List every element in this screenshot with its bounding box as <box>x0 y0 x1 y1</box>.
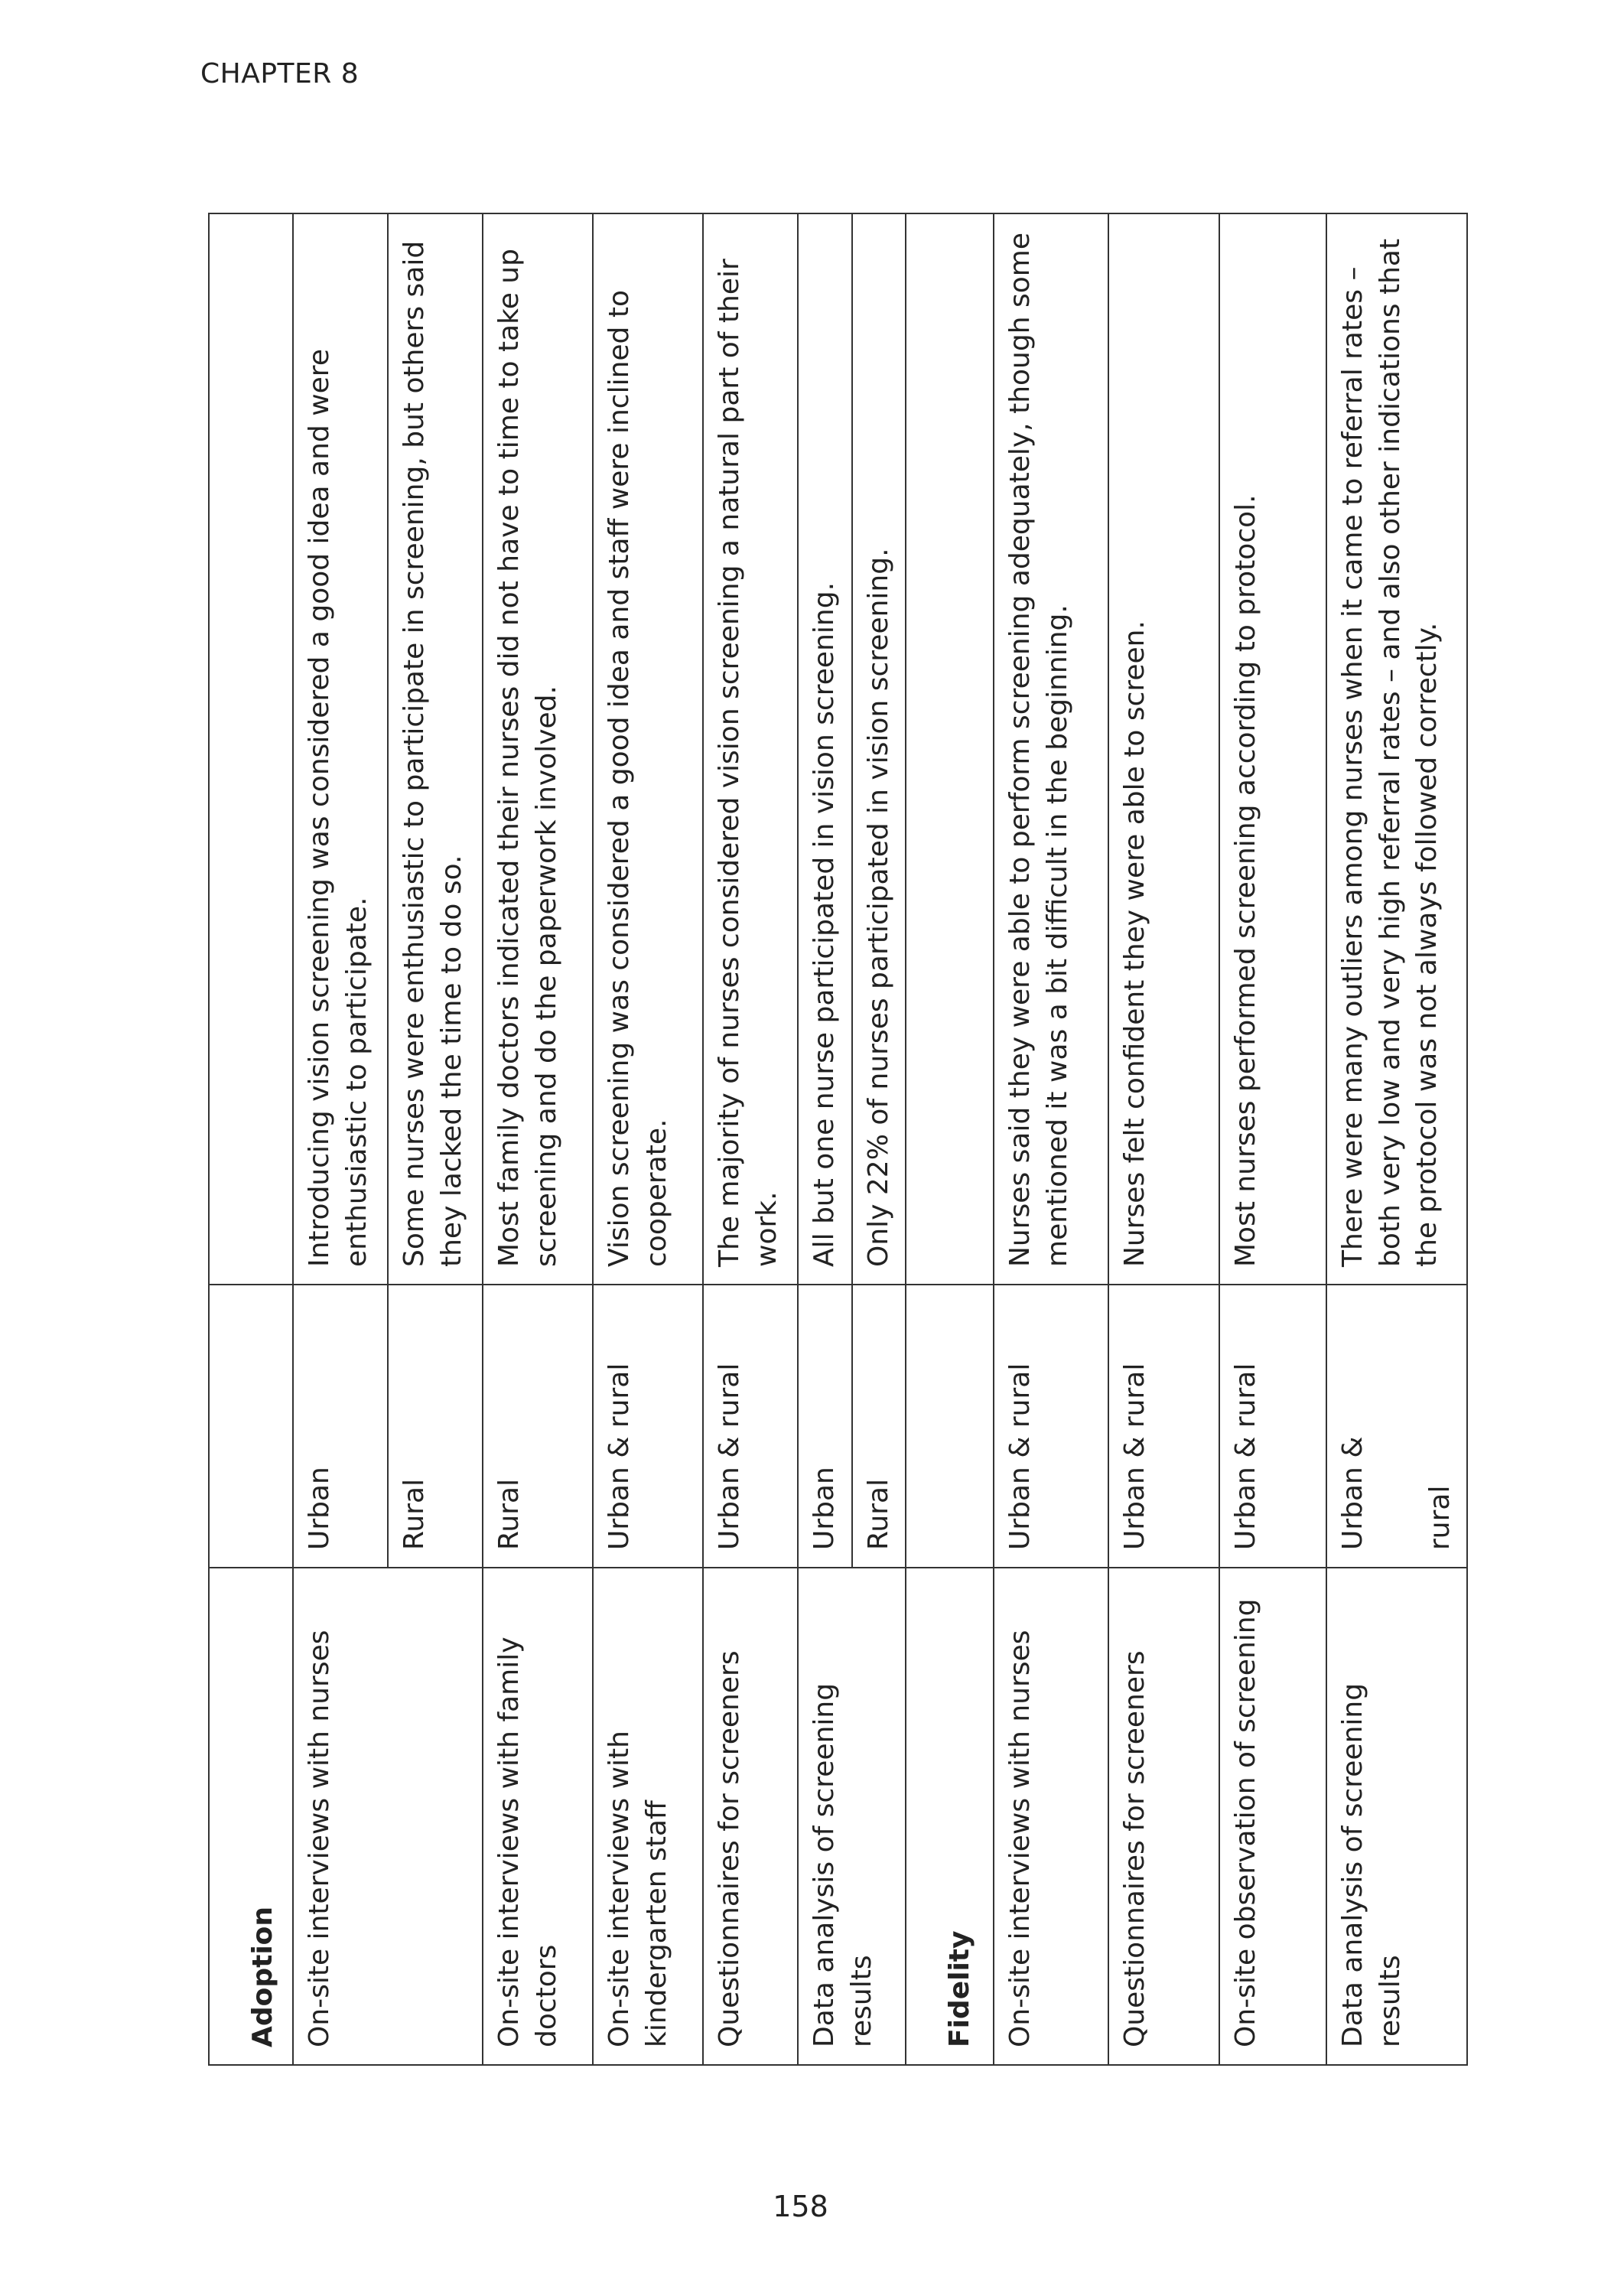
table-row <box>293 213 388 2065</box>
method-cell: On-site interviews with kindergarten staff <box>593 1568 703 2065</box>
table-row <box>994 213 1108 2065</box>
finding-cell: Nurses felt confident they were able to screen. <box>1108 213 1219 1285</box>
section-title-adoption: Adoption <box>209 1568 293 2065</box>
finding-cell: Introducing vision screening was considered a good idea and were enthusiastic to participate. <box>293 213 388 1285</box>
area-cell: Rural <box>483 1285 593 1568</box>
method-cell: On-site interviews with family doctors <box>483 1568 593 2065</box>
area-cell-line-2: rural <box>1424 1485 1456 1550</box>
method-cell: Questionnaires for screeners <box>1108 1568 1219 2065</box>
area-cell: Urban & rural <box>593 1285 703 1568</box>
section-title-fidelity: Fidelity <box>906 1568 994 2065</box>
method-cell: Data analysis of screening results <box>1326 1568 1467 2065</box>
method-cell: Data analysis of screening results <box>798 1568 906 2065</box>
table-row <box>1219 213 1326 2065</box>
finding-cell: Only 22% of nurses participated in vision screening. <box>852 213 906 1285</box>
section-header-row <box>209 213 293 2065</box>
area-cell: Urban & rural <box>703 1285 798 1568</box>
evaluation-table <box>208 213 1468 2066</box>
table-row <box>1108 213 1219 2065</box>
area-cell: Urban <box>798 1285 852 1568</box>
finding-cell: All but one nurse participated in vision screening. <box>798 213 852 1285</box>
finding-cell: Some nurses were enthusiastic to participate in screening, but others said they lacked the time to do so. <box>388 213 483 1285</box>
finding-cell: Nurses said they were able to perform screening adequately, though some mentioned it was a bit difficult in the beginning. <box>994 213 1108 1285</box>
area-cell: Urban & rural <box>994 1285 1108 1568</box>
table-row <box>483 213 593 2065</box>
area-cell: Urban <box>293 1285 388 1568</box>
table-row <box>593 213 703 2065</box>
finding-cell: There were many outliers among nurses when it came to referral rates – both very low and very high referral rates – and also other indications that the protocol was not always followed correctly. <box>1326 213 1467 1285</box>
table-row <box>798 213 852 2065</box>
page-number: 158 <box>773 2190 828 2223</box>
area-cell: Rural <box>388 1285 483 1568</box>
area-cell <box>1326 1285 1467 1568</box>
finding-cell: Most nurses performed screening according to protocol. <box>1219 213 1326 1285</box>
table-row <box>703 213 798 2065</box>
method-cell: On-site interviews with nurses <box>293 1568 483 2065</box>
area-cell-line-1: Urban & <box>1337 1436 1369 1550</box>
finding-cell: The majority of nurses considered vision screening a natural part of their work. <box>703 213 798 1285</box>
method-cell: Questionnaires for screeners <box>703 1568 798 2065</box>
area-cell: Urban & rural <box>1108 1285 1219 1568</box>
method-cell: On-site observation of screening <box>1219 1568 1326 2065</box>
area-cell: Rural <box>852 1285 906 1568</box>
finding-cell: Most family doctors indicated their nurses did not have to time to take up screening and do the paperwork involved. <box>483 213 593 1285</box>
section-header-row <box>906 213 994 2065</box>
finding-cell: Vision screening was considered a good idea and staff were inclined to cooperate. <box>593 213 703 1285</box>
area-cell: Urban & rural <box>1219 1285 1326 1568</box>
table-row <box>1326 213 1467 2065</box>
method-cell: On-site interviews with nurses <box>994 1568 1108 2065</box>
chapter-header: CHAPTER 8 <box>200 58 360 90</box>
rotated-table-container <box>208 214 1455 2066</box>
